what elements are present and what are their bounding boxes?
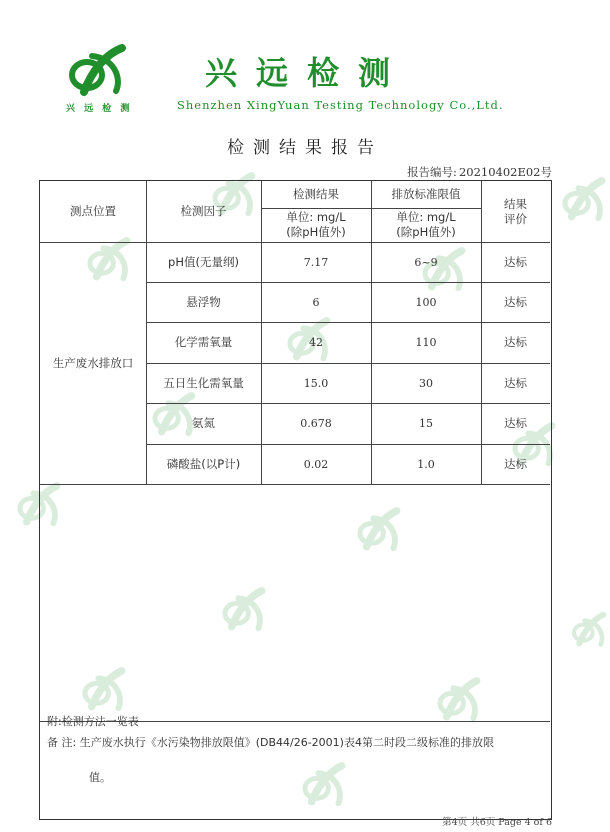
evaluation-cell: 达标 <box>504 254 527 269</box>
evaluation-cell: 达标 <box>504 294 527 309</box>
limit-unit: 单位: mg/L <box>396 210 456 224</box>
evaluation-cell: 达标 <box>504 335 527 349</box>
factor-cell: 化学需氧量 <box>174 335 233 349</box>
header-limit: 排放标准限值 <box>391 187 461 201</box>
report-number <box>405 164 552 180</box>
location-cell: 生产废水排放口 <box>52 355 134 370</box>
result-cell: 6 <box>312 295 320 309</box>
results-table <box>39 180 552 820</box>
evaluation-cell: 达标 <box>504 456 527 471</box>
page-footer: 第4页 共6页 Page 4 of 6 <box>442 817 552 828</box>
page-title: 检测结果报告 <box>227 138 383 158</box>
factor-cell: 五日生化需氧量 <box>163 375 244 390</box>
header-limit-unit <box>371 208 481 242</box>
remark-note-continued: 值。 <box>89 771 111 784</box>
header-location: 测点位置 <box>70 204 116 218</box>
header-result: 检测结果 <box>293 187 339 201</box>
company-name-cn: 兴远检测 <box>205 54 410 92</box>
header-result-unit <box>261 208 371 242</box>
watermark-logo-icon <box>570 605 610 655</box>
limit-cell: 100 <box>415 295 437 309</box>
result-cell: 15.0 <box>303 376 329 390</box>
result-unit-note: (除pH值外) <box>286 225 346 239</box>
result-cell: 42 <box>309 336 323 349</box>
factor-cell: pH值(无量纲) <box>168 254 239 269</box>
company-logo-icon <box>66 44 130 96</box>
header-evaluation <box>481 181 550 242</box>
limit-cell: 15 <box>419 417 433 430</box>
result-cell: 0.678 <box>300 417 332 430</box>
watermark-logo-icon <box>560 175 610 225</box>
evaluation-cell: 达标 <box>504 416 527 430</box>
result-unit: 单位: mg/L <box>286 210 346 224</box>
remark-note: 备 注: 生产废水执行《水污染物排放限值》(DB44/26-2001)表4第二时段二级标准的排放限 <box>47 736 494 749</box>
factor-cell: 悬浮物 <box>186 294 221 309</box>
limit-cell: 110 <box>415 336 437 349</box>
factor-cell: 氨氮 <box>192 416 215 430</box>
limit-cell: 30 <box>419 376 433 390</box>
company-name-en: Shenzhen XingYuan Testing Technology Co.,Ltd. <box>177 98 504 112</box>
limit-cell: 1.0 <box>417 457 435 471</box>
header-factor: 检测因子 <box>180 204 227 218</box>
limit-unit-note: (除pH值外) <box>396 225 456 239</box>
logo-caption: 兴 远 检 测 <box>66 104 133 114</box>
evaluation-line2: 评价 <box>504 211 527 226</box>
evaluation-line1: 结果 <box>504 196 527 211</box>
evaluation-cell: 达标 <box>504 375 527 390</box>
result-cell: 7.17 <box>303 255 329 269</box>
report-number-value: 20210402E02号 <box>458 165 552 179</box>
result-cell: 0.02 <box>303 457 329 471</box>
limit-cell: 6~9 <box>414 255 438 269</box>
factor-cell: 磷酸盐(以P计) <box>166 456 241 471</box>
report-number-label: 报告编号: <box>407 165 457 179</box>
appendix-note: 附:检测方法一览表 <box>47 715 139 728</box>
